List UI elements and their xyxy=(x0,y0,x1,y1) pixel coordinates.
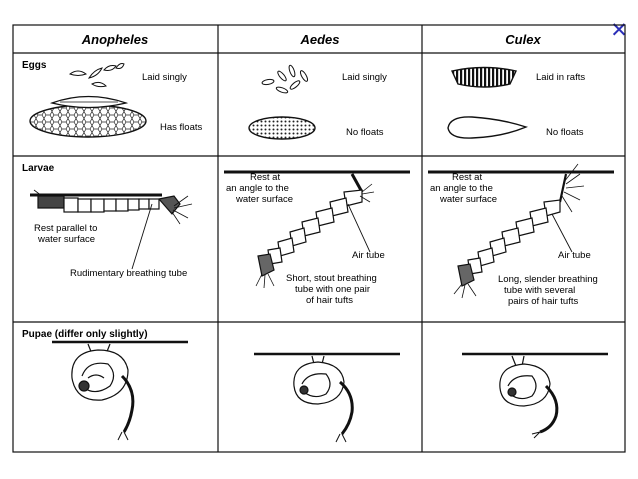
aedes-larva-rest-label-2: an angle to the xyxy=(226,183,289,194)
aedes-eggs-laid-label: Laid singly xyxy=(342,72,387,83)
column-header-anopheles: Anopheles xyxy=(81,32,149,47)
culex-larva-desc-label-1: Long, slender breathing xyxy=(498,274,598,285)
anopheles-pupa-illustration xyxy=(52,342,188,440)
close-icon[interactable]: ✕ xyxy=(610,18,628,42)
aedes-larva-rest-label-3: water surface xyxy=(236,194,294,205)
anopheles-eggs-floats-label: Has floats xyxy=(160,122,203,133)
aedes-eggs-floats-label: No floats xyxy=(346,127,384,138)
culex-larva-rest-label-1: Rest at xyxy=(452,172,483,183)
culex-larva-desc-label-3: pairs of hair tufts xyxy=(508,296,579,307)
anopheles-larva-rest-label-2: water surface xyxy=(38,234,96,245)
anopheles-single-eggs-illustration xyxy=(70,64,124,87)
culex-larva-rest-label-3: water surface xyxy=(440,194,498,205)
aedes-larva-desc-label-1: Short, stout breathing xyxy=(286,273,377,284)
row-label-eggs: Eggs xyxy=(22,60,47,71)
culex-eggs-laid-label: Laid in rafts xyxy=(536,72,586,83)
aedes-egg-illustration xyxy=(249,117,315,139)
row-label-pupae: Pupae (differ only slightly) xyxy=(22,329,148,340)
culex-egg-illustration xyxy=(448,117,526,138)
culex-eggs-floats-label: No floats xyxy=(546,127,584,138)
mosquito-comparison-table xyxy=(12,24,626,453)
culex-larva-rest-label-2: an angle to the xyxy=(430,183,493,194)
culex-pupa-illustration xyxy=(462,354,608,438)
aedes-larva-rest-label-1: Rest at xyxy=(250,172,281,183)
culex-larva-desc-label-2: tube with several xyxy=(504,285,576,296)
aedes-larva-desc-label-2: tube with one pair xyxy=(295,284,370,295)
aedes-single-eggs-illustration xyxy=(262,65,309,95)
column-header-culex: Culex xyxy=(505,32,541,47)
anopheles-egg-with-floats-illustration xyxy=(30,97,146,138)
aedes-larva-air-tube-label: Air tube xyxy=(352,250,385,261)
culex-larva-air-tube-label: Air tube xyxy=(558,250,591,261)
anopheles-eggs-laid-label: Laid singly xyxy=(142,72,187,83)
aedes-larva-desc-label-3: of hair tufts xyxy=(306,295,353,306)
anopheles-larva-tube-label: Rudimentary breathing tube xyxy=(70,268,188,279)
row-label-larvae: Larvae xyxy=(22,163,55,174)
column-header-aedes: Aedes xyxy=(300,32,340,47)
aedes-pupa-illustration xyxy=(254,354,400,442)
anopheles-larva-rest-label-1: Rest parallel to xyxy=(34,223,98,234)
culex-egg-raft-illustration xyxy=(452,68,516,88)
